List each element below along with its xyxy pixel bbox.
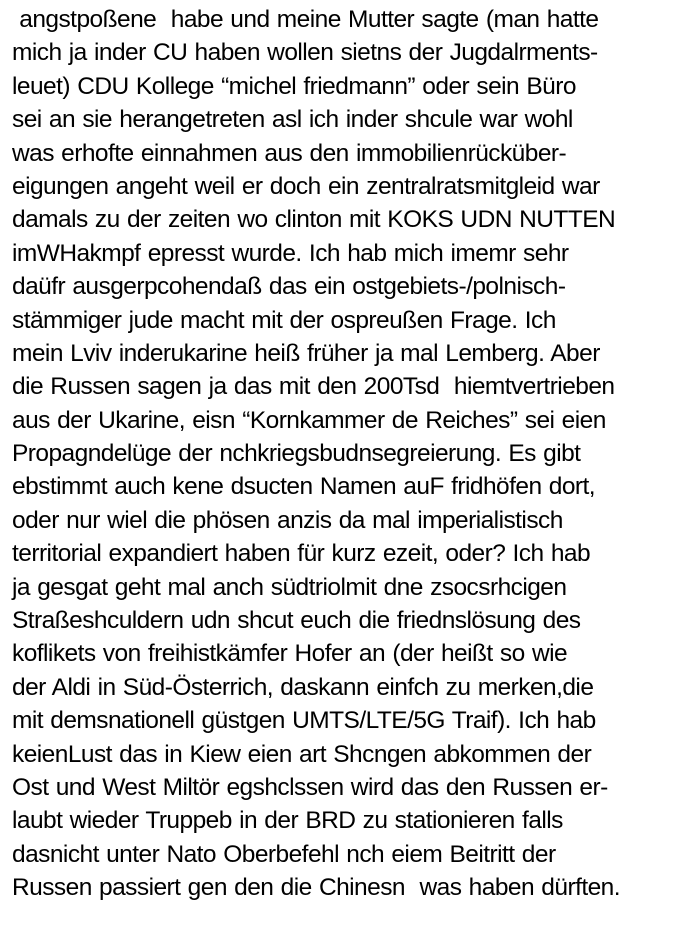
text-line-20: koflikets von freihistkämfer Hofer an (der heißt so wie [12,640,568,668]
text-line-17: territorial expandiert haben für kurz ezeit, oder? Ich hab [12,540,591,568]
text-line-5: was erhofte einnahmen aus den immobilienrücküber- [12,139,567,167]
text-line-3: leuet) CDU Kollege “michel friedmann” oder sein Büro [12,72,576,100]
text-line-2: mich ja inder CU haben wollen sietns der Jugdalrments- [12,39,598,67]
text-line-10: stämmiger jude macht mit der ospreußen Frage. Ich [12,306,556,334]
text-line-9: daüfr ausgerpcohendaß das ein ostgebiets-/polnisch- [12,273,566,301]
text-line-14: Propagndelüge der nchkriegsbudnsegreierung. Es gibt [12,440,581,468]
text-line-21: der Aldi in Süd-Österrich, daskann einfch zu merken,die [12,673,594,701]
text-line-1: angstpoßene habe und meine Mutter sagte (man hatte [12,6,599,33]
text-line-22: mit demsnationell güstgen UMTS/LTE/5G Traif). Ich hab [12,707,596,735]
text-line-16: oder nur wiel die phösen anzis da mal imperialistisch [12,506,563,534]
text-line-27: Russen passiert gen den die Chinesn was haben dürften. [12,874,620,902]
text-line-13: aus der Ukarine, eisn “Kornkammer de Reiches” sei eien [12,406,606,434]
text-line-11: mein Lviv inderukarine heiß früher ja mal Lemberg. Aber [12,339,600,367]
text-line-19: Straßeshculdern udn shcut euch die friednslösung des [12,607,581,635]
text-line-26: dasnicht unter Nato Oberbefehl nch eiem Beitritt der [12,840,556,868]
text-line-8: imWHakmpf epresst wurde. Ich hab mich imemr sehr [12,239,569,267]
text-line-24: Ost und West Miltör egshclssen wird das den Russen er- [12,773,608,801]
text-line-7: damals zu der zeiten wo clinton mit KOKS UDN NUTTEN [12,206,616,234]
text-line-23: keienLust das in Kiew eien art Shcngen abkommen der [12,740,592,768]
text-line-12: die Russen sagen ja das mit den 200Tsd hiemtvertrieben [12,373,615,401]
text-line-15: ebstimmt auch kene dsucten Namen auF fridhöfen dort, [12,473,596,501]
body-text [12,3,680,905]
text-line-25: laubt wieder Truppeb in der BRD zu stationieren falls [12,807,563,835]
text-line-4: sei an sie herangetreten asl ich inder shcule war wohl [12,106,573,134]
text-line-6: eigungen angeht weil er doch ein zentralratsmitgleid war [12,172,600,200]
text-line-18: ja gesgat geht mal anch südtriolmit dne zsocsrhcigen [12,573,567,601]
